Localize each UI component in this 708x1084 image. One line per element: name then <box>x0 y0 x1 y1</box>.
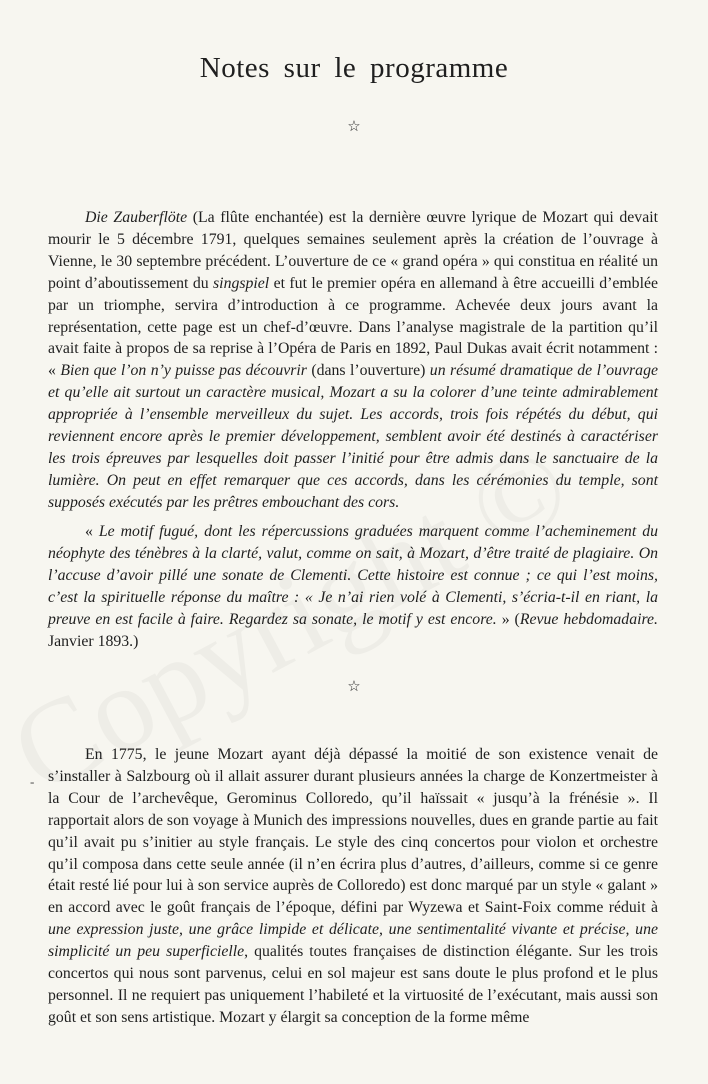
italic-text-segment: une expression juste, une grâce limpide et délicate, une sentimentalité vivante et précise, une simplicité un peu superficielle <box>48 921 658 961</box>
paragraph-motif-fugue <box>48 521 658 652</box>
star-divider-icon: ☆ <box>347 119 361 135</box>
text-segment: (La flûte enchantée) est la dernière œuvre lyrique de Mozart qui devait mourir le 5 décembre 1791, quelques semaines seulement après la création de l’ouvrage à Vienne, le 30 septembre précédent. L’ouverture de ce « grand opéra » qui constitua en réalité un point d’aboutissement du <box>48 209 658 292</box>
italic-text-segment: Bien que l’on n’y puisse pas découvrir <box>60 362 307 380</box>
italic-text-segment: un résumé dramatique de l’ouvrage et qu’elle ait surtout un caractère musical, Mozart a su la colorer d’une teinte admirablement appropriée à l’ensemble merveilleux du sujet. Les accords, trois fois répétés du début, qui reviennent encore après le premier développement, semblent avoir été destinés à caractériser les trois épreuves par lesquelles doit passer l’initié pour être admis dans le sanctuaire de la lumière. On peut en effet remarquer que ces accords, dans les cérémonies du temple, sont supposés exécutés par les prêtres embouchant des cors. <box>48 362 658 511</box>
text-segment: » ( <box>496 610 520 628</box>
italic-text-segment: singspiel <box>213 274 270 292</box>
italic-text-segment: Die Zauberflöte <box>85 209 188 226</box>
text-segment: , qualités toutes françaises de distinction élégante. Sur les trois concertos qui nous sont parvenus, celui en sol majeur est sans doute le plus profond et le plus personnel. Il ne requiert pas uniquement l’habileté et la virtuosité de l’exécutant, mais aussi son goût et son sens artistique. Mozart y élargit sa conception de la forme même <box>48 943 658 1026</box>
paragraph-text <box>48 521 658 652</box>
text-segment: « <box>85 523 99 540</box>
text-segment: Janvier 1893.) <box>48 632 139 650</box>
paragraph-mozart-1775 <box>48 744 658 1029</box>
paragraph-zauberflote <box>48 207 658 514</box>
page-title: Notes sur le programme <box>199 52 509 84</box>
italic-text-segment: Revue hebdomadaire. <box>519 610 658 628</box>
text-segment: En 1775, le jeune Mozart ayant déjà dépassé la moitié de son existence venait de s’installer à Salzbourg où il allait assurer durant plusieurs années la charge de Konzertmeister à la Cour de l’archevêque, Gerominus Colloredo, qu’il haïssait « jusqu’à la frénésie ». Il rapportait alors de son voyage à Munich des impressions nouvelles, dues en grande partie au fait qu’il avait pu s’initier au style français. Le style des cinq concertos pour violon et orchestre qu’il composa dans cette seule année (il n’en écrira plus d’autres, d’ailleurs, comme si ce genre était resté lié pour lui à son service auprès de Colloredo) est donc marqué par un style « galant » en accord avec le goût français de l’époque, défini par Wyzewa et Saint-Foix comme réduit à <box>48 746 658 917</box>
paragraph-text <box>48 744 658 1029</box>
text-segment: et fut le premier opéra en allemand à être accueilli d’emblée par un triomphe, servira d’introduction à ce programme. Achevée deux jours avant la représentation, cette page est un chef-d’œuvre. Dans l’analyse magistrale de la partition qu’il avait faite à propos de sa reprise à l’Opéra de Paris en 1892, Paul Dukas avait écrit notamment : « <box>48 274 658 380</box>
star-divider-icon: ☆ <box>347 679 361 695</box>
margin-mark: - <box>30 774 35 789</box>
italic-text-segment: Le motif fugué, dont les répercussions graduées marquent comme l’acheminement du néophyte des ténèbres à la clarté, valut, comme on sait, à Mozart, d’être traité de plagiaire. On l’accuse d’avoir pillé une sonate de Clementi. Cette histoire est connue ; ce qui l’est moins, c’est la spirituelle réponse du maître : « Je n’ai rien volé à Clementi, s’écria-t-il en riant, la preuve en est facile à faire. Regardez sa sonate, le motif y est encore. <box>48 523 658 628</box>
text-segment: (dans l’ouverture) <box>306 362 430 380</box>
paragraph-text <box>48 207 658 514</box>
